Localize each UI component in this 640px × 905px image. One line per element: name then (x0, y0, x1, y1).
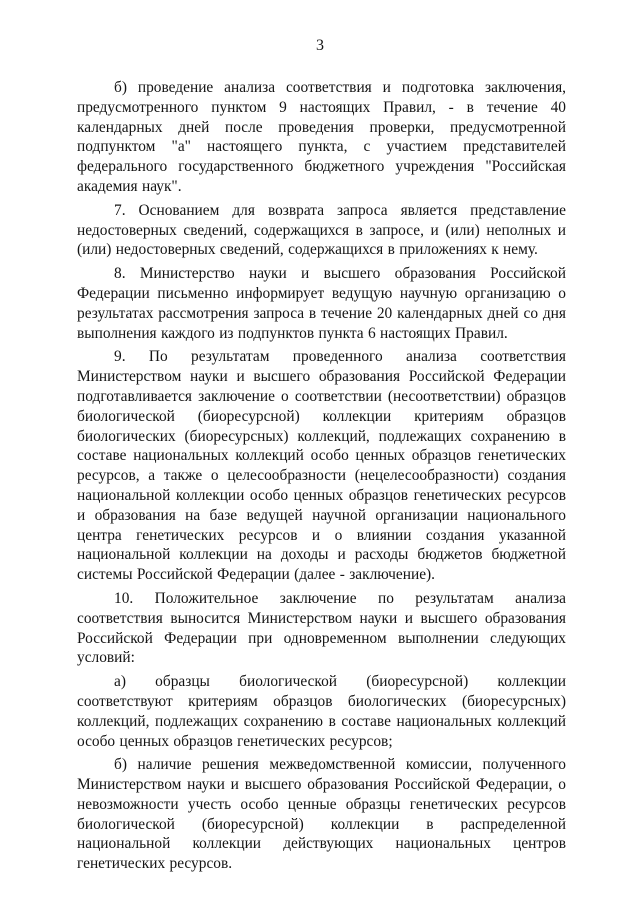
paragraph-10: 10. Положительное заключение по результатам анализа соответствия выносится Министерством науки и высшего образования Российской Федерации при одновременном выполнении следующих условий: (77, 589, 566, 667)
paragraph-6b: б) проведение анализа соответствия и подготовка заключения, предусмотренного пунктом 9 настоящих Правил, - в течение 40 календарных дней после проведения проверки, предусмотренной подпунктом "а" настоящего пункта, с участием представителей федерального государственного бюджетного учреждения "Российская академия наук". (77, 79, 566, 195)
paragraph-10b: б) наличие решения межведомственной комиссии, полученного Министерством науки и высшего образования Российской Федерации, о невозможности учесть особо ценные образцы генетических ресурсов биологической (биоресурсной) коллекции в распределенной национальной коллекции действующих национальных центров генетических ресурсов. (77, 756, 566, 873)
paragraph-10a: а) образцы биологической (биоресурсной) коллекции соответствуют критериям образцов биологических (биоресурсных) коллекций, подлежащих сохранению в составе национальных коллекций особо ценных образцов генетических ресурсов; (77, 673, 566, 750)
paragraph-7: 7. Основанием для возврата запроса является представление недостоверных сведений, содержащихся в запросе, и (или) неполных и (или) недостоверных сведений, содержащихся в приложениях к нему. (77, 201, 566, 259)
page-number: 3 (316, 37, 324, 54)
paragraph-8: 8. Министерство науки и высшего образования Российской Федерации письменно информирует ведущую научную организацию о результатах рассмотрения запроса в течение 20 календарных дней со дня выполнения каждого из подпунктов пункта 6 настоящих Правил. (77, 265, 566, 342)
document-body (77, 78, 566, 878)
paragraph-9: 9. По результатам проведенного анализа соответствия Министерством науки и высшего образования Российской Федерации подготавливается заключение о соответствии (несоответствии) образцов биологической (биоресурсной) коллекции критериям образцов биологических (биоресурсных) коллекций, подлежащих сохранению в составе национальных коллекций особо ценных образцов генетических ресурсов, а также о целесообразности (нецелесообразности) создания национальной коллекции особо ценных образцов генетических ресурсов и образования на базе ведущей научной организации национального центра генетических ресурсов и о влиянии создания указанной национальной коллекции на доходы и расходы бюджетов бюджетной системы Российской Федерации (далее - заключение). (77, 348, 566, 584)
